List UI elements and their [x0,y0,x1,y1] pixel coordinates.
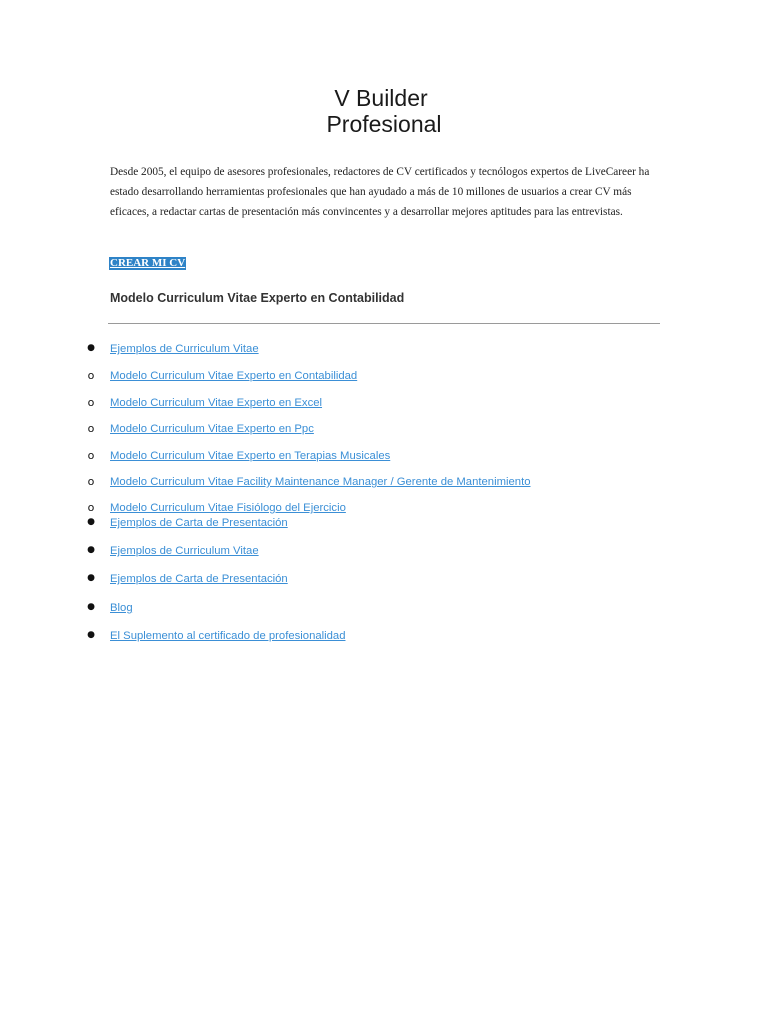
bullet-circle-icon: o [87,369,95,382]
bullet-circle-icon: o [87,422,95,435]
divider [108,323,660,324]
link-blog[interactable]: Blog [110,602,133,614]
link-ejemplos-carta[interactable]: Ejemplos de Carta de Presentación [110,517,288,529]
bullet-disc-icon: ● [87,602,95,612]
page-title-line-1: V Builder [334,85,428,111]
link-cv-fisiologo[interactable]: Modelo Curriculum Vitae Fisiólogo del Ejercicio [110,502,346,514]
page-title-line-2: Profesional [326,111,442,137]
section-heading: Modelo Curriculum Vitae Experto en Contabilidad [110,291,405,305]
link-suplemento-certificado[interactable]: El Suplemento al certificado de profesionalidad [110,630,346,642]
link-cv-contabilidad[interactable]: Modelo Curriculum Vitae Experto en Contabilidad [110,370,358,382]
intro-paragraph: Desde 2005, el equipo de asesores profesionales, redactores de CV certificados y tecnólogos expertos de LiveCareer ha estado desarrollando herramientas profesionales que han ayudado a más de 10 millones de usuarios a crear CV más eficaces, a redactar cartas de presentación más convincentes y a desarrollar mejores aptitudes para las entrevistas. [110,166,650,218]
create-cv-link[interactable]: CREAR MI CV [110,257,186,269]
link-ejemplos-carta-2[interactable]: Ejemplos de Carta de Presentación [110,573,288,585]
link-cv-terapias-musicales[interactable]: Modelo Curriculum Vitae Experto en Terapias Musicales [110,450,391,462]
link-cv-excel[interactable]: Modelo Curriculum Vitae Experto en Excel [110,397,323,409]
bullet-disc-icon: ● [87,630,95,640]
bullet-disc-icon: ● [87,517,95,527]
bullet-disc-icon: ● [87,573,95,583]
bullet-circle-icon: o [87,501,95,514]
link-cv-ppc[interactable]: Modelo Curriculum Vitae Experto en Ppc [110,423,314,435]
bullet-disc-icon: ● [87,343,95,353]
link-cv-facility-manager[interactable]: Modelo Curriculum Vitae Facility Maintenance Manager / Gerente de Mantenimiento [110,476,531,488]
bullet-circle-icon: o [87,449,95,462]
bullet-circle-icon: o [87,475,95,488]
bullet-disc-icon: ● [87,545,95,555]
link-ejemplos-cv[interactable]: Ejemplos de Curriculum Vitae [110,343,259,355]
link-ejemplos-cv-2[interactable]: Ejemplos de Curriculum Vitae [110,545,259,557]
bullet-circle-icon: o [87,396,95,409]
